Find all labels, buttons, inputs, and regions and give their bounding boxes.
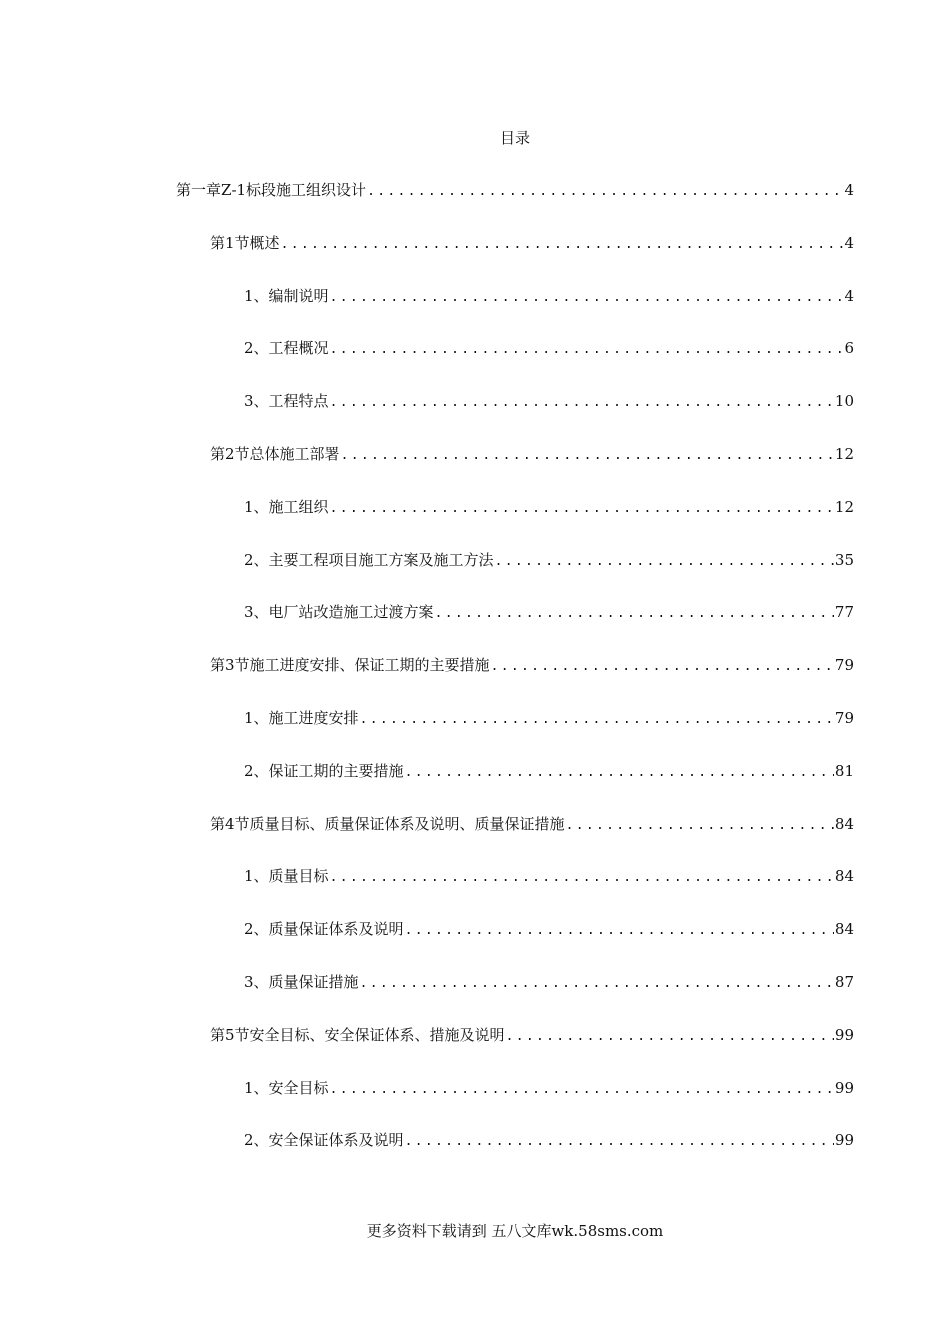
toc-entry-label: 质量目标 [268, 867, 329, 886]
toc-entry-page: 77 [834, 603, 854, 622]
toc-entry-number: 2、 [244, 550, 269, 569]
toc-entry-label: 安全目标 [268, 1078, 329, 1097]
toc-entry-label: 施工进度安排 [268, 709, 359, 727]
toc-entry-number: 2、 [244, 339, 269, 358]
toc-entry-page: 35 [834, 550, 854, 569]
toc-entry-label: 工程概况 [268, 339, 329, 358]
toc-entry-label: 安全保证体系及说明 [268, 1131, 404, 1150]
toc-entry[interactable] [210, 231, 854, 257]
dot-leader [330, 286, 844, 310]
toc-entry-label: 安全目标、安全保证体系、措施及说明 [249, 1025, 505, 1044]
toc-entry-label: 质量目标、质量保证体系及说明、质量保证措施 [249, 814, 565, 833]
toc-entry-page: 99 [834, 1025, 854, 1044]
toc-entry-number: 第5节 [210, 1025, 250, 1044]
toc-entry[interactable] [244, 917, 854, 943]
footer-text: 更多资料下载请到 五八文库wk.58sms.com [366, 1222, 664, 1240]
toc-entry-page: 81 [834, 761, 854, 780]
toc-entry[interactable] [244, 600, 854, 626]
toc-entry-number: 1、 [244, 867, 269, 886]
dot-leader [330, 391, 834, 415]
toc-entry-number: 1、 [244, 286, 269, 305]
toc-entry-page: 79 [834, 709, 854, 727]
toc-entry[interactable] [176, 178, 854, 204]
dot-leader [495, 550, 834, 574]
toc-entry-number: 1、 [244, 709, 269, 727]
toc-entry-number: 3、 [244, 392, 269, 411]
toc-entry[interactable] [210, 1023, 854, 1049]
toc-entry-page: 84 [834, 920, 854, 939]
toc-entry-number: 3、 [244, 973, 269, 991]
toc-entry-page: 6 [844, 339, 854, 358]
toc-entry[interactable] [210, 812, 854, 838]
toc-entry-label: 质量保证措施 [268, 973, 359, 991]
toc-entry[interactable] [244, 495, 854, 521]
toc-entry-page: 79 [834, 656, 854, 675]
dot-leader [405, 919, 834, 943]
toc-entry-page: 99 [834, 1131, 854, 1150]
toc-entry-label: 施工组织 [268, 497, 329, 516]
dot-leader [281, 233, 844, 257]
toc-entry[interactable] [244, 389, 854, 415]
toc-entry-label: 施工进度安排、保证工期的主要措施 [249, 656, 490, 675]
dot-leader [360, 708, 834, 732]
toc-entry-label: 概述 [249, 233, 280, 252]
toc-entry-page: 4 [844, 286, 854, 305]
dot-leader [330, 497, 834, 521]
toc-entry[interactable] [244, 864, 854, 890]
toc-entry-number: 2、 [244, 761, 269, 780]
toc-entry-label: 保证工期的主要措施 [268, 761, 404, 780]
toc-entry-label: 电厂站改造施工过渡方案 [268, 603, 434, 622]
toc-entry-number: 3、 [244, 603, 269, 622]
toc-entry[interactable] [210, 653, 854, 679]
toc-entry-page: 4 [844, 181, 854, 199]
toc-entry-number: 2、 [244, 920, 269, 939]
toc-entry-page: 84 [834, 814, 854, 833]
toc-entry-label: 工程特点 [268, 392, 329, 411]
dot-leader [341, 444, 834, 468]
toc-entry[interactable] [244, 336, 854, 362]
toc-entry-page: 99 [834, 1078, 854, 1097]
toc-entry-number: 第4节 [210, 814, 250, 833]
toc-entry-label: 主要工程项目施工方案及施工方法 [268, 550, 494, 569]
toc-entry[interactable] [244, 759, 854, 785]
toc-entry-label: Z-1标段施工组织设计 [221, 181, 367, 199]
toc-entry[interactable] [244, 548, 854, 574]
toc-entry[interactable] [244, 970, 854, 996]
dot-leader [330, 1078, 834, 1102]
toc-entry-number: 第1节 [210, 233, 250, 252]
toc-entry-page: 84 [834, 867, 854, 886]
toc-entry-number: 第2节 [210, 445, 250, 463]
toc-entry-page: 10 [834, 392, 854, 411]
toc-entry-label: 编制说明 [268, 286, 329, 305]
toc-entry-number: 1、 [244, 497, 269, 516]
toc-entry-page: 87 [834, 973, 854, 991]
toc-entry-page: 12 [834, 445, 854, 463]
dot-leader [330, 866, 834, 890]
toc-entry-label: 总体施工部署 [249, 445, 340, 463]
dot-leader [566, 814, 834, 838]
toc-entry-label: 质量保证体系及说明 [268, 920, 404, 939]
toc-entry-number: 2、 [244, 1131, 269, 1150]
toc-entry[interactable] [244, 284, 854, 310]
toc-title: 目录 [499, 129, 530, 147]
toc-entry[interactable] [244, 1128, 854, 1154]
dot-leader [360, 972, 834, 996]
toc-entry-page: 12 [834, 497, 854, 516]
dot-leader [367, 180, 843, 204]
toc-entry[interactable] [244, 1076, 854, 1102]
toc-entry-page: 4 [844, 233, 854, 252]
dot-leader [491, 655, 834, 679]
toc-entry[interactable] [244, 706, 854, 732]
dot-leader [435, 602, 834, 626]
toc-entry-number: 第一章 [176, 181, 222, 199]
dot-leader [405, 761, 834, 785]
toc-entry-number: 1、 [244, 1078, 269, 1097]
toc-entry[interactable] [210, 442, 854, 468]
toc-entry-number: 第3节 [210, 656, 250, 675]
dot-leader [405, 1130, 834, 1154]
dot-leader [330, 338, 844, 362]
dot-leader [506, 1025, 834, 1049]
